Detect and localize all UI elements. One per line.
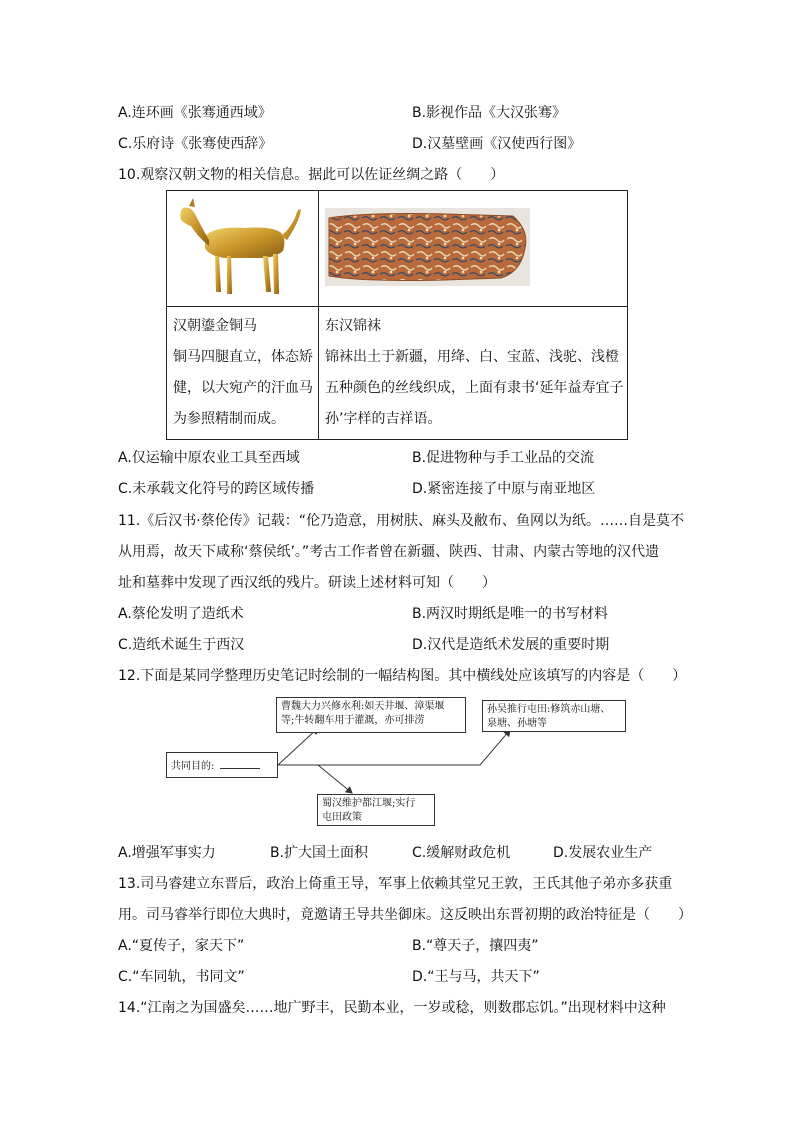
horse-desc-line3: 为参照精制而成。	[173, 411, 285, 427]
cao-wei-line2: 等;牛转翻车用于灌溉，亦可排涝	[281, 715, 425, 726]
q10-stem: 10.观察汉朝文物的相关信息。据此可以佐证丝绸之路（ ）	[118, 167, 505, 183]
shu-han-line2: 屯田政策	[322, 812, 362, 823]
horse-desc-line2: 健，以大宛产的汗血马	[173, 380, 313, 396]
q11-line2: 从用焉，故天下咸称‘蔡侯纸’。”考古工作者曾在新疆、陕西、甘肃、内蒙古等地的汉代遗	[118, 544, 660, 560]
q10-option-a: A.仅运输中原农业工具至西域	[118, 450, 300, 466]
q13-option-b: B.“尊天子，攘四夷”	[412, 938, 539, 954]
q13-line2: 用。司马睿举行即位大典时，竟邀请王导共坐御床。这反映出东晋初期的政治特征是（ ）	[118, 907, 692, 923]
q11-line1: 11.《后汉书·蔡伦传》记载：“伦乃造意，用树肤、麻头及敝布、鱼网以为纸。……自是莫不	[118, 513, 684, 529]
common-goal-label: 共同目的:	[171, 761, 215, 772]
q9-option-b: B.影视作品《大汉张骞》	[412, 105, 567, 121]
q10-option-b: B.促进物种与手工业品的交流	[412, 450, 595, 466]
cao-wei-line1: 曹魏大力兴修水利:如天井堰、漳渠堰	[281, 701, 445, 712]
sun-wu-line2: 泉塘、孙塘等	[487, 718, 547, 729]
diagram-box-sun-wu	[482, 700, 626, 732]
q13-line1: 13.司马睿建立东晋后，政治上倚重王导，军事上依赖其堂兄王敦，王氏其他子弟亦多获重	[118, 876, 673, 892]
q12-option-a: A.增强军事实力	[118, 845, 216, 861]
diagram-box-cao-wei	[276, 697, 466, 733]
q13-option-d: D.“王与马，共天下”	[412, 969, 540, 985]
q9-option-d: D.汉墓壁画《汉使西行图》	[412, 136, 582, 152]
q11-option-a: A.蔡伦发明了造纸术	[118, 606, 244, 622]
silk-sock-image	[325, 208, 530, 286]
q10-option-c: C.未承载文化符号的跨区域传播	[118, 481, 315, 497]
horse-title: 汉朝鎏金铜马	[173, 318, 257, 334]
q11-option-b: B.两汉时期纸是唯一的书写材料	[412, 606, 609, 622]
horse-desc-line1: 铜马四腿直立，体态矫	[173, 349, 313, 365]
q12-option-d: D.发展农业生产	[553, 845, 653, 861]
q9-option-c: C.乐府诗《张骞使西辞》	[118, 136, 273, 152]
diagram-box-shu-han	[317, 794, 435, 826]
gilded-horse-image	[175, 196, 305, 298]
q13-option-c: C.“车同轨，书同文”	[118, 969, 245, 985]
shu-han-line1: 蜀汉维护都江堰;实行	[322, 798, 416, 809]
q11-line3: 址和墓葬中发现了西汉纸的残片。研读上述材料可知（ ）	[118, 575, 496, 591]
answer-blank	[220, 758, 260, 769]
diagram-box-common-goal	[166, 752, 278, 778]
sock-desc-line3: 孙’字样的吉祥语。	[325, 411, 442, 427]
q12-option-c: C.缓解财政危机	[412, 845, 511, 861]
sock-desc-line1: 锦袜出土于新疆，用绛、白、宝蓝、浅驼、浅橙	[325, 349, 619, 365]
q9-option-a: A.连环画《张骞通西域》	[118, 105, 272, 121]
q10-option-d: D.紧密连接了中原与南亚地区	[412, 481, 596, 497]
q12-option-b: B.扩大国土面积	[270, 845, 369, 861]
q12-stem: 12.下面是某同学整理历史笔记时绘制的一幅结构图。其中横线处应该填写的内容是（ ）	[118, 668, 687, 684]
sun-wu-line1: 孙吴推行屯田:修筑赤山塘、	[487, 704, 611, 715]
q13-option-a: A.“夏传子，家天下”	[118, 938, 245, 954]
q11-option-c: C.造纸术诞生于西汉	[118, 637, 245, 653]
q14-line1: 14.“江南之为国盛矣……地广野丰，民勤本业，一岁或稔，则数郡忘饥。”出现材料中这种	[118, 1000, 666, 1016]
sock-title: 东汉锦袜	[325, 318, 381, 334]
q11-option-d: D.汉代是造纸术发展的重要时期	[412, 637, 610, 653]
sock-desc-line2: 五种颜色的丝线织成，上面有隶书‘延年益寿宜子	[325, 380, 624, 396]
